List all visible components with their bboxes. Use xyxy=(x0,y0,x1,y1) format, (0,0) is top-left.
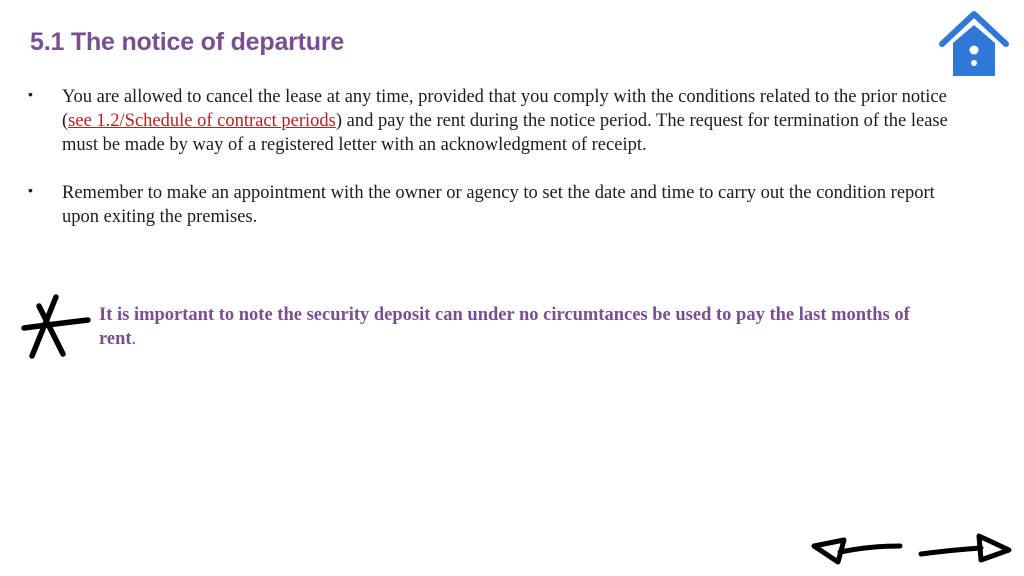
bullet-marker: • xyxy=(28,182,33,198)
arrow-right-icon[interactable] xyxy=(915,528,1015,568)
note-text: It is important to note the security deposit can under no circumtances be used to pay the last months of rent xyxy=(99,305,910,349)
bullet-text xyxy=(62,85,948,157)
schedule-link[interactable]: see 1.2/Schedule of contract periods xyxy=(68,111,336,131)
arrow-left-icon[interactable] xyxy=(810,530,906,570)
bullet-list xyxy=(28,85,948,253)
important-note xyxy=(99,303,939,351)
bullet-text-part: ) and pay the rent during the notice period. The request for termination of the lease must be made by way of a registered letter with an acknowledgment of receipt. xyxy=(62,111,948,155)
asterisk-icon xyxy=(20,294,92,360)
bullet-text: Remember to make an appointment with the owner or agency to set the date and time to carry out the condition report upon exiting the premises. xyxy=(62,183,935,227)
page-title: 5.1 The notice of departure xyxy=(30,28,345,56)
home-icon[interactable] xyxy=(938,10,1010,80)
bullet-marker: • xyxy=(28,86,33,102)
note-punctuation: . xyxy=(131,329,137,349)
bullet-item-appointment xyxy=(28,181,948,229)
bullet-text-part: You are allowed to cancel the lease at any time, provided that you comply with the conditions related to the prior notice ( xyxy=(62,87,947,131)
bullet-item-cancel-lease xyxy=(28,85,948,157)
